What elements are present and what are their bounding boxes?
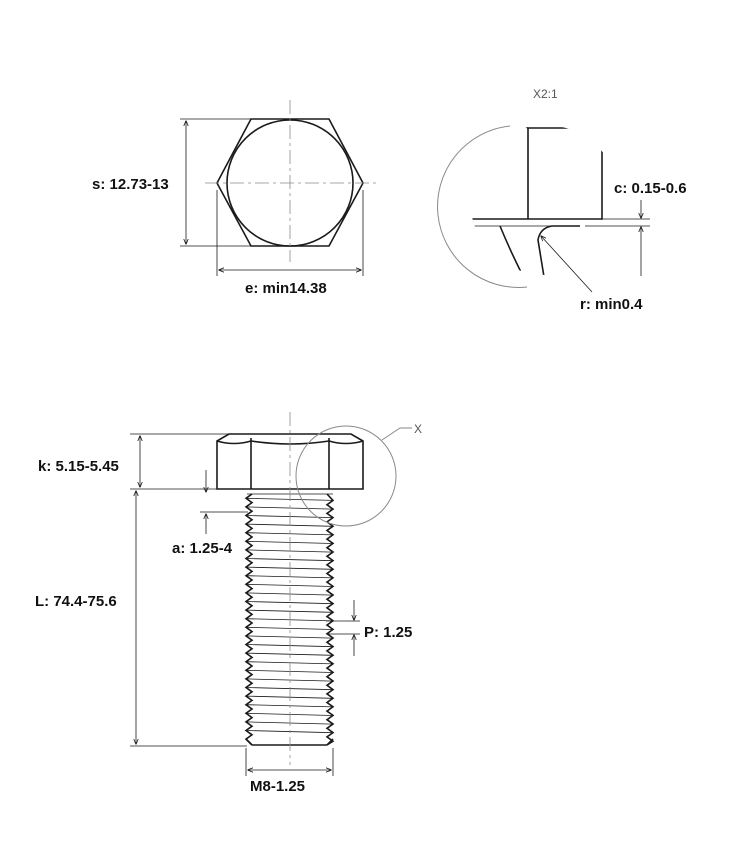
P-dimension-label: P: 1.25 bbox=[364, 624, 413, 641]
thread-crest-line bbox=[246, 602, 333, 604]
thread-dimension-label: M8-1.25 bbox=[250, 778, 306, 795]
thread-crest-line bbox=[246, 696, 333, 698]
r-dimension-label: r: min0.4 bbox=[580, 296, 643, 313]
k-dimension-label: k: 5.15-5.45 bbox=[38, 458, 119, 475]
thread-crest-line bbox=[246, 576, 333, 578]
bolt-thread bbox=[246, 494, 333, 745]
thread-crest-line bbox=[246, 636, 333, 638]
thread-crest-line bbox=[246, 713, 333, 715]
thread-crest-line bbox=[246, 670, 333, 672]
a-dimension-label: a: 1.25-4 bbox=[172, 540, 233, 557]
detail-x-leader bbox=[382, 428, 412, 440]
c-dimension-label: c: 0.15-0.6 bbox=[614, 180, 687, 197]
thread-profile-left bbox=[246, 494, 252, 745]
e-dimension-label: e: min14.38 bbox=[245, 280, 327, 297]
thread-crest-line bbox=[246, 593, 333, 595]
hex-top-view bbox=[92, 100, 378, 297]
s-dimension-label: s: 12.73-13 bbox=[92, 176, 169, 193]
thread-crest-line bbox=[246, 541, 333, 543]
thread-crest-line bbox=[246, 645, 333, 647]
bolt-head-chamfer-left bbox=[217, 441, 251, 444]
thread-crest-line bbox=[246, 516, 333, 518]
detail-thread-fillet bbox=[535, 226, 580, 287]
r-leader-line bbox=[541, 236, 592, 292]
thread-crest-line bbox=[246, 524, 333, 526]
detail-scale-label: X2:1 bbox=[533, 87, 558, 101]
bolt-head-chamfer-right bbox=[329, 441, 363, 444]
thread-crest-line bbox=[246, 610, 333, 612]
thread-crest-line bbox=[246, 705, 333, 707]
thread-profile-right bbox=[327, 494, 333, 745]
thread-crest-line bbox=[246, 731, 333, 733]
detail-boundary-arc bbox=[438, 126, 527, 287]
detail-x-marker: X bbox=[414, 422, 423, 436]
thread-crest-line bbox=[246, 619, 333, 621]
thread-crest-line bbox=[246, 679, 333, 681]
thread-crest-line bbox=[246, 567, 333, 569]
thread-end-chamfer bbox=[246, 739, 333, 745]
detail-x-circle bbox=[296, 426, 396, 526]
thread-crest-line bbox=[246, 662, 333, 664]
thread-crest-line bbox=[246, 584, 333, 586]
thread-crest-line bbox=[246, 722, 333, 724]
L-dimension-label: L: 74.4-75.6 bbox=[35, 593, 117, 610]
thread-crest-line bbox=[246, 507, 333, 509]
bolt-side-view bbox=[35, 412, 422, 795]
detail-view-x bbox=[438, 87, 687, 313]
thread-crest-line bbox=[246, 559, 333, 561]
thread-crest-line bbox=[246, 688, 333, 690]
thread-crest-line bbox=[246, 533, 333, 535]
thread-crest-line bbox=[246, 550, 333, 552]
thread-crest-line bbox=[246, 498, 333, 500]
thread-crest-line bbox=[246, 653, 333, 655]
detail-head-outline bbox=[470, 121, 602, 219]
detail-thread-flank bbox=[500, 226, 524, 287]
thread-crest-line bbox=[246, 627, 333, 629]
